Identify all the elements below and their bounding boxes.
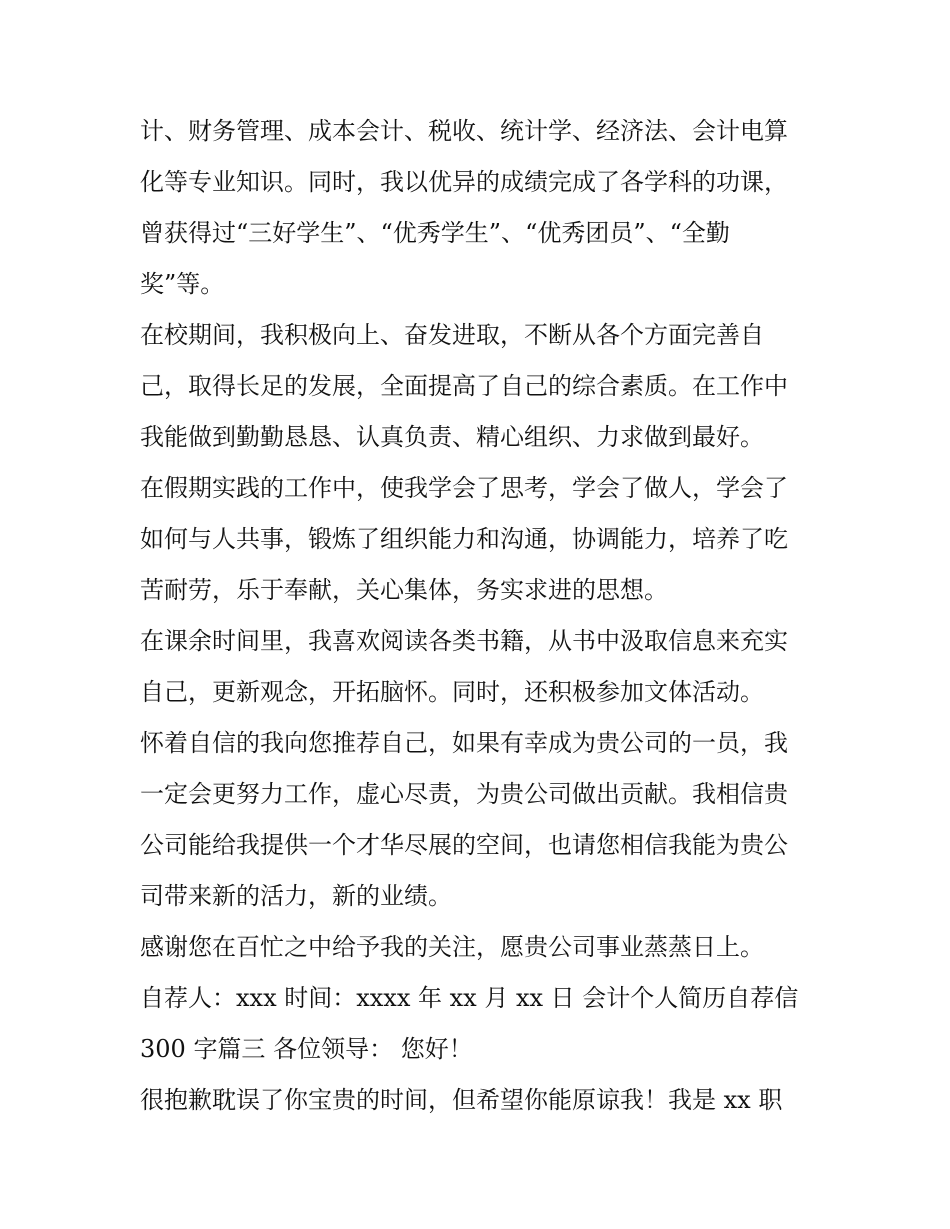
text-line: 很抱歉耽误了你宝贵的时间，但希望你能原谅我！我是 xx 职 [140,1086,783,1114]
text-line: 自己，更新观念，开拓脑怀。同时，还积极参加文体活动。 [140,678,764,706]
text-line: 在校期间，我积极向上、奋发进取，不断从各个方面完善自 [140,321,764,349]
text-line: 在假期实践的工作中，使我学会了思考，学会了做人，学会了 [140,474,788,502]
text-line: 奖”等。 [140,270,225,298]
text-line: 曾获得过“三好学生”、“优秀学生”、“优秀团员”、“全勤 [140,219,730,247]
text-line: 己，取得长足的发展，全面提高了自己的综合素质。在工作中 [140,372,788,400]
text-line: 如何与人共事，锻炼了组织能力和沟通，协调能力，培养了吃 [140,525,788,553]
text-line: 300 字篇三 各位领导： 您好！ [140,1035,473,1063]
text-line: 公司能给我提供一个才华尽展的空间，也请您相信我能为贵公 [140,831,788,859]
text-line: 感谢您在百忙之中给予我的关注，愿贵公司事业蒸蒸日上。 [140,933,764,961]
text-line: 自荐人：xxx 时间：xxxx 年 xx 月 xx 日 会计个人简历自荐信 [140,984,799,1012]
text-line: 司带来新的活力，新的业绩。 [140,882,452,910]
text-line: 怀着自信的我向您推荐自己，如果有幸成为贵公司的一员，我 [140,729,788,757]
text-line: 在课余时间里，我喜欢阅读各类书籍，从书中汲取信息来充实 [140,627,788,655]
text-line: 化等专业知识。同时，我以优异的成绩完成了各学科的功课， [140,168,788,196]
text-line: 我能做到勤勤恳恳、认真负责、精心组织、力求做到最好。 [140,423,764,451]
text-line: 计、财务管理、成本会计、税收、统计学、经济法、会计电算 [140,117,788,145]
body-text [140,106,820,1126]
text-line: 苦耐劳，乐于奉献，关心集体，务实求进的思想。 [140,576,668,604]
text-line: 一定会更努力工作，虚心尽责，为贵公司做出贡献。我相信贵 [140,780,788,808]
